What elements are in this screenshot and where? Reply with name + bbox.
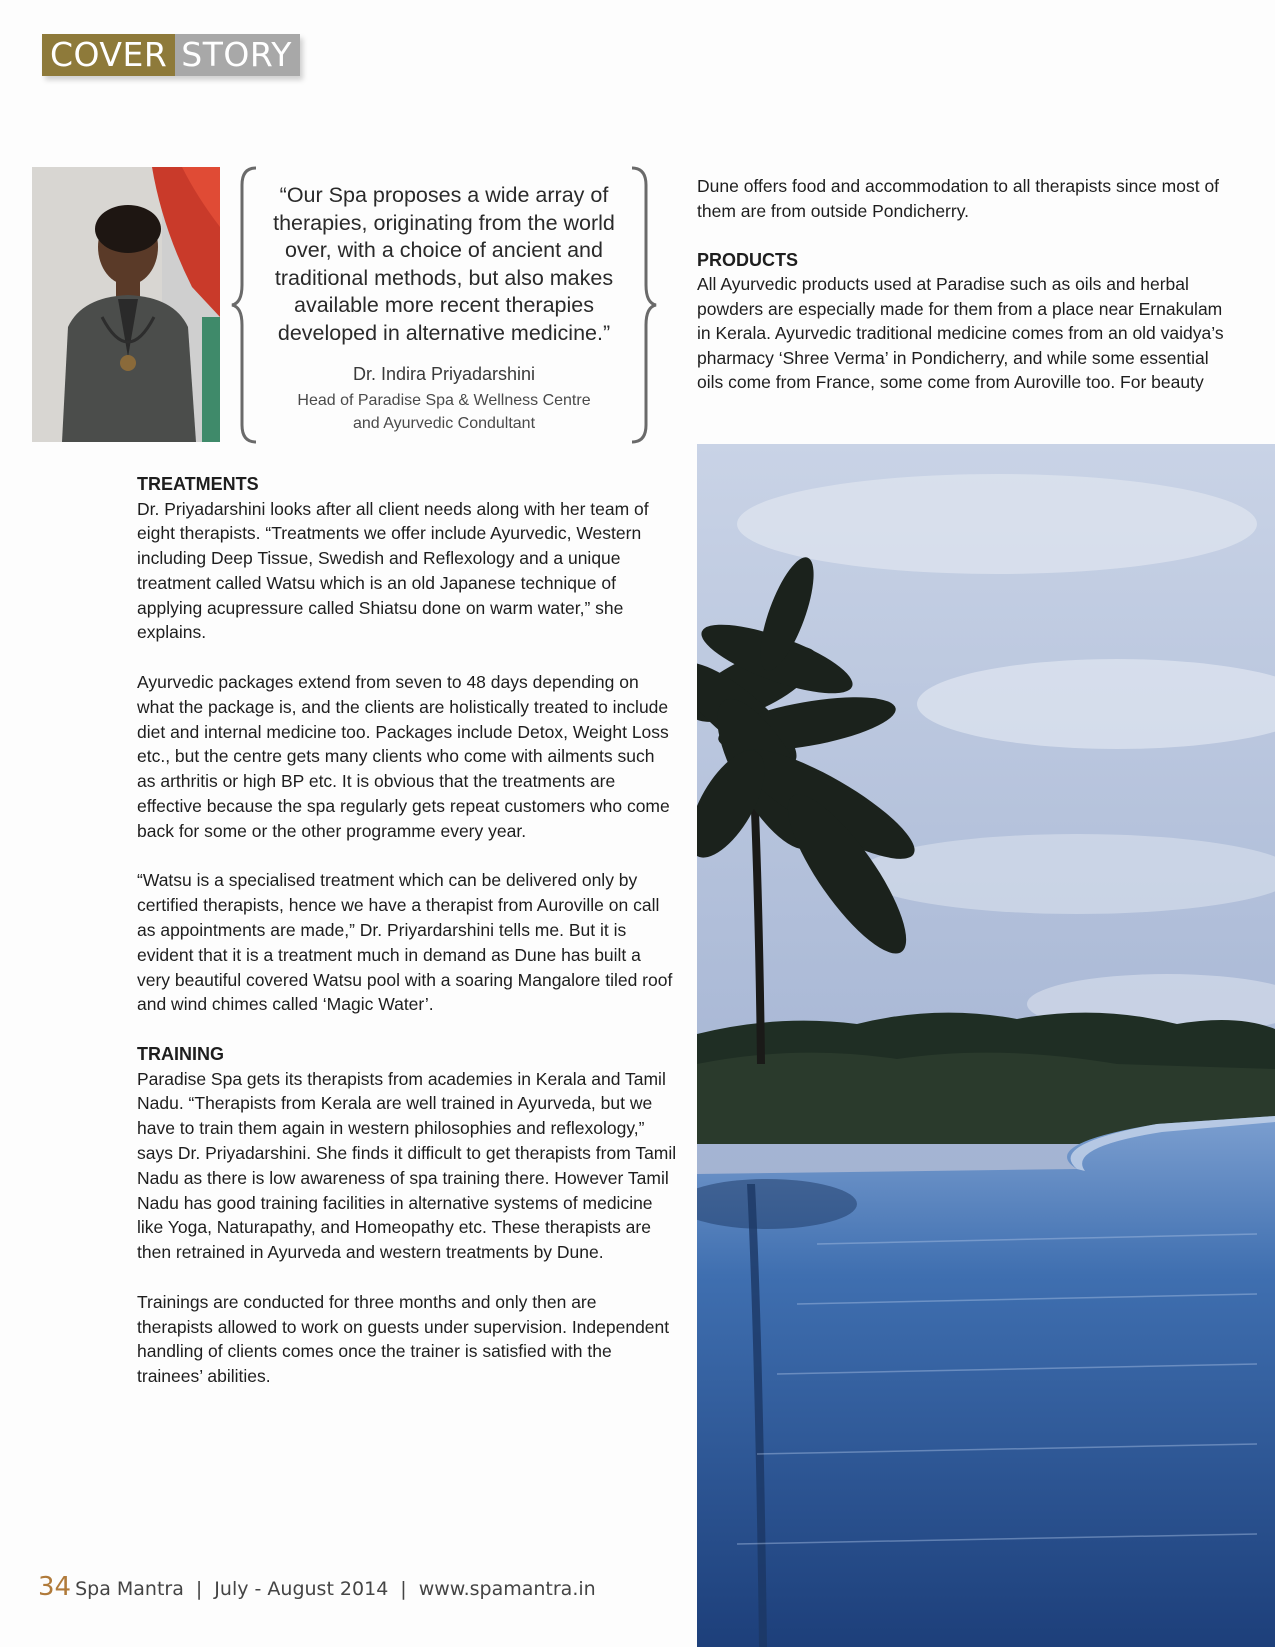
quote-role-line-2: and Ayurvedic Condultant bbox=[352, 415, 536, 432]
pull-quote bbox=[230, 165, 658, 445]
training-heading: TRAINING bbox=[137, 1044, 224, 1065]
quote-role-line-1: Head of Paradise Spa & Wellness Centre bbox=[297, 392, 591, 409]
quote-text: “Our Spa proposes a wide array of therapies, originating from the world over, with a choice of ancient and traditional methods, but also makes available more recent therapies developed in alternative medicine.” bbox=[273, 183, 615, 345]
treatments-paragraph-3: “Watsu is a specialised treatment which can be delivered only by certified therapists, hence we have a therapist from Auroville on call as appointments are made,” Dr. Priyardarshini tells me. But it is evident that it is a treatment much in demand as Dune has built a very beautiful covered Watsu pool with a soaring Mangalore tiled roof and wind chimes called ‘Magic Water’. bbox=[137, 870, 673, 1015]
products-heading: PRODUCTS bbox=[697, 249, 799, 270]
pool-photo bbox=[697, 444, 1275, 1647]
portrait-photo bbox=[32, 167, 220, 442]
left-column bbox=[137, 472, 677, 1414]
treatments-heading: TREATMENTS bbox=[137, 474, 259, 494]
magazine-name: Spa Mantra bbox=[75, 1578, 184, 1600]
footer-separator: | bbox=[195, 1578, 203, 1600]
right-brace-icon bbox=[630, 165, 658, 445]
issue-date: July - August 2014 bbox=[214, 1578, 389, 1600]
section-tag bbox=[42, 34, 300, 76]
right-intro-paragraph: Dune offers food and accommodation to all therapists since most of them are from outside Pondicherry. bbox=[697, 176, 1220, 221]
left-brace-icon bbox=[230, 165, 258, 445]
quote-author-role bbox=[268, 389, 620, 435]
right-column bbox=[697, 174, 1237, 395]
section-tag-cover: COVER bbox=[42, 34, 175, 76]
training-paragraph-2: Trainings are conducted for three months and only then are therapists allowed to work on guests under supervision. Independent handling of clients comes once the trainer is satisfied with the trainees’ abilities. bbox=[137, 1291, 670, 1387]
page-footer bbox=[38, 1572, 596, 1602]
training-paragraph-1: Paradise Spa gets its therapists from academies in Kerala and Tamil Nadu. “Therapists from Kerala are well trained in Ayurveda, but we have to train them again in western philosophies and reflexology,” says Dr. Priyadarshini. She finds it difficult to get therapists from Tamil Nadu as there is low awareness of spa training there. However Tamil Nadu has good training facilities in alternative systems of medicine like Yoga, Naturapathy, and Homeopathy etc. These therapists are then retrained in Ayurveda and western treatments by Dune. bbox=[137, 1068, 677, 1263]
treatments-paragraph-1: Dr. Priyadarshini looks after all client needs along with her team of eight therapists. “Treatments we offer include Ayurvedic, Western including Deep Tissue, Swedish and Reflexology and a unique treatment called Watsu which is an old Japanese technique of applying acupressure called Shiatsu done on warm water,” she explains. bbox=[137, 498, 649, 643]
website-link[interactable]: www.spamantra.in bbox=[418, 1578, 596, 1600]
section-tag-story: STORY bbox=[175, 34, 300, 76]
quote-author: Dr. Indira Priyadarshini bbox=[352, 364, 536, 384]
products-paragraph: All Ayurvedic products used at Paradise such as oils and herbal powders are especially made for them from a place near Ernakulam in Kerala. Ayurvedic traditional medicine comes from an old vaidya’s pharmacy ‘Shree Verma’ in Pondicherry, and while some essential oils come from France, some come from Auroville too. For beauty bbox=[697, 274, 1224, 392]
treatments-paragraph-2: Ayurvedic packages extend from seven to 48 days depending on what the package is, and the clients are holistically treated to include diet and internal medicine too. Packages include Detox, Weight Loss etc., but the centre gets many clients who come with ailments such as arthritis or high BP etc. It is obvious that the treatments are effective because the spa regularly gets repeat customers who come back for some or the other programme every year. bbox=[137, 672, 670, 841]
page-number: 34 bbox=[38, 1572, 72, 1602]
footer-separator: | bbox=[400, 1578, 407, 1600]
